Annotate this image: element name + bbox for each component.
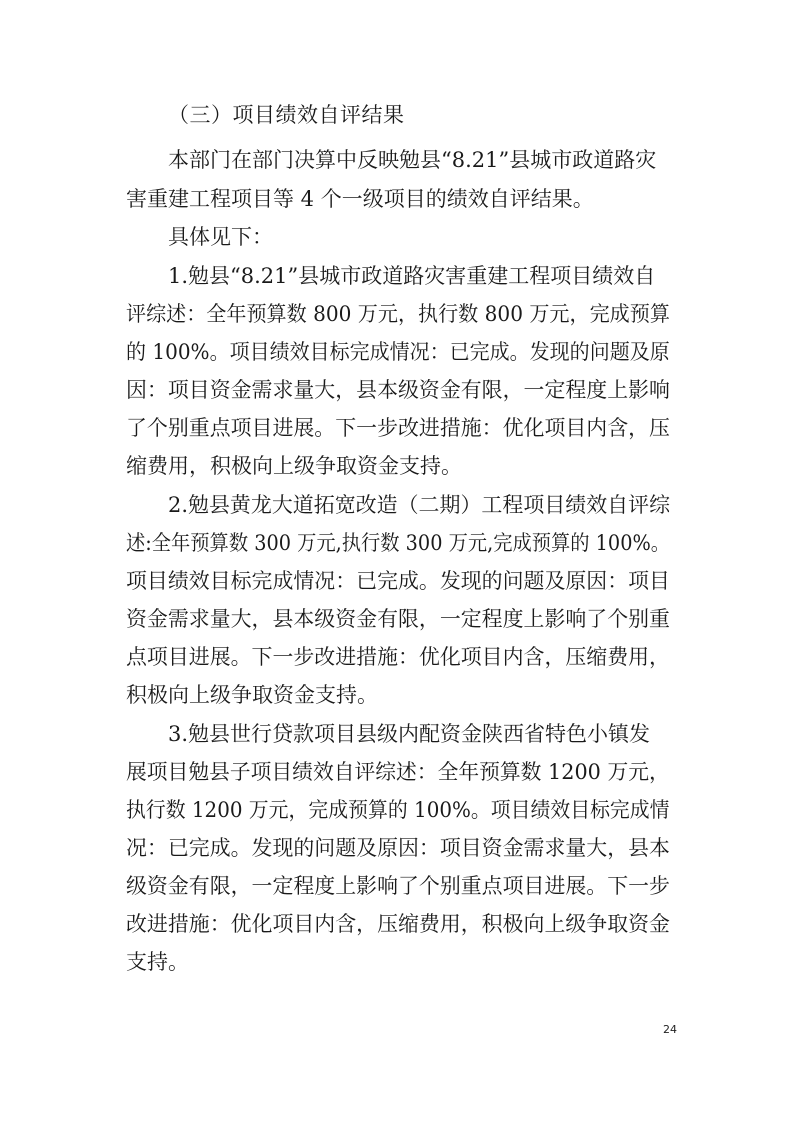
item-2-line: 点项目进展。下一步改进措施：优化项目内含，压缩费用，	[126, 645, 670, 669]
section-heading: （三）项目绩效自评结果	[168, 103, 405, 127]
page-number: 24	[663, 1023, 677, 1036]
item-1-line: 因：项目资金需求量大，县本级资金有限，一定程度上影响	[126, 378, 670, 402]
item-2-line: 资金需求量大，县本级资金有限，一定程度上影响了个别重	[126, 607, 670, 631]
item-3-line: 支持。	[126, 950, 189, 974]
item-2-line: 积极向上级争取资金支持。	[126, 683, 378, 707]
intro-line: 害重建工程项目等 4 个一级项目的绩效自评结果。	[126, 187, 594, 211]
intro-line: 本部门在部门决算中反映勉县“8.21”县城市政道路灾	[168, 148, 657, 172]
item-3-line: 展项目勉县子项目绩效自评综述：全年预算数 1200 万元，	[126, 760, 670, 784]
item-3-line: 执行数 1200 万元，完成预算的 100%。项目绩效目标完成情	[126, 798, 670, 822]
item-1-line: 的 100%。项目绩效目标完成情况：已完成。发现的问题及原	[126, 340, 670, 364]
item-2-line: 项目绩效目标完成情况：已完成。发现的问题及原因：项目	[126, 569, 670, 593]
item-1-line: 了个别重点项目进展。下一步改进措施：优化项目内含，压	[126, 416, 670, 440]
item-1-line: 评综述：全年预算数 800 万元，执行数 800 万元，完成预算	[126, 302, 670, 326]
item-2-line: 述:全年预算数 300 万元,执行数 300 万元,完成预算的 100%。	[126, 531, 671, 555]
item-3-line: 况：已完成。发现的问题及原因：项目资金需求量大，县本	[126, 836, 670, 860]
intro-line: 具体见下：	[168, 225, 273, 249]
item-3-line: 3.勉县世行贷款项目县级内配资金陕西省特色小镇发	[168, 722, 651, 746]
item-1-line: 缩费用，积极向上级争取资金支持。	[126, 454, 462, 478]
item-3-line: 级资金有限，一定程度上影响了个别重点项目进展。下一步	[126, 874, 670, 898]
item-2-line: 2.勉县黄龙大道拓宽改造（二期）工程项目绩效自评综	[168, 493, 671, 517]
item-3-line: 改进措施：优化项目内含，压缩费用，积极向上级争取资金	[126, 912, 670, 936]
item-1-line: 1.勉县“8.21”县城市政道路灾害重建工程项目绩效自	[168, 264, 656, 288]
